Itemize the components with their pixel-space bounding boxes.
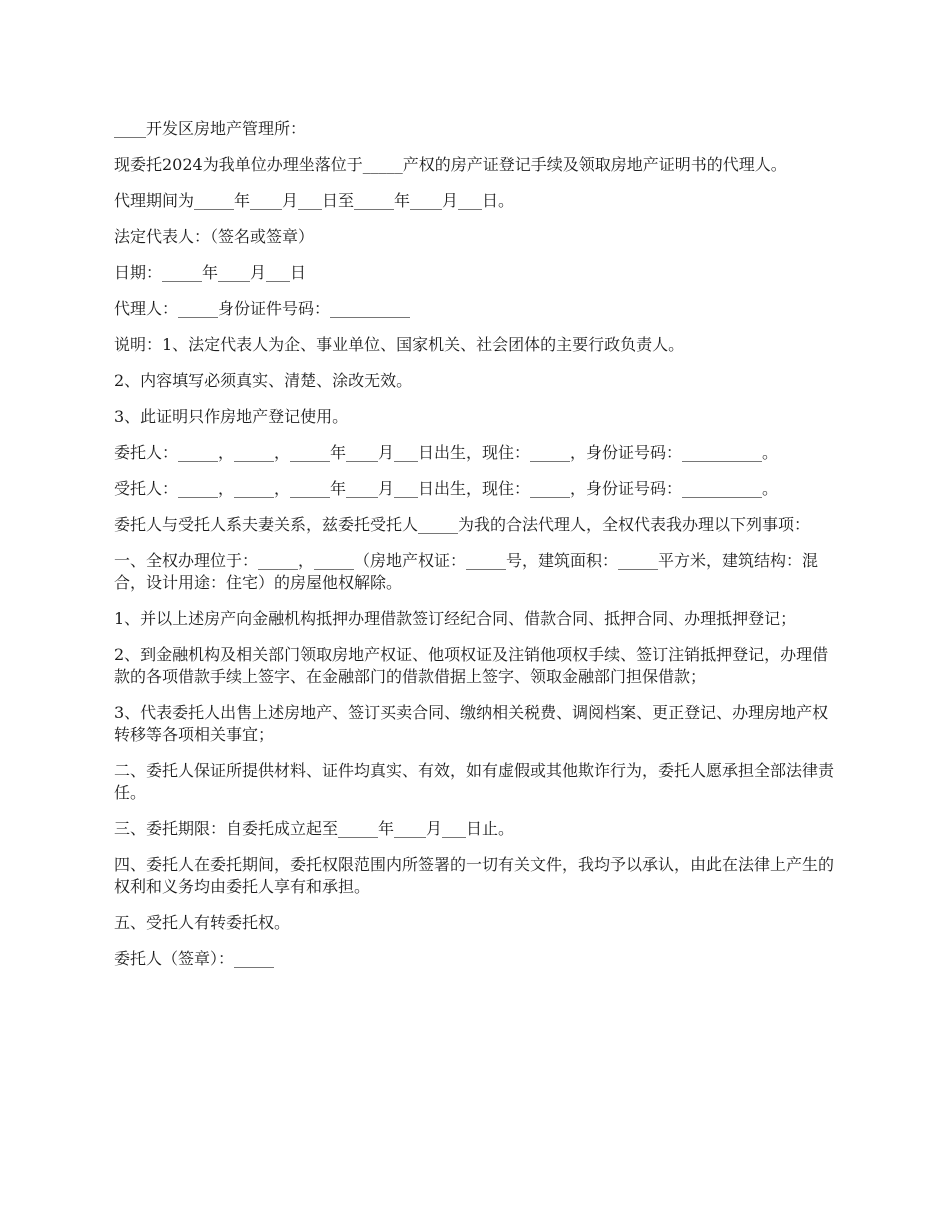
- principal-signature-line: 委托人（签章）：_____: [114, 949, 275, 968]
- legal-representative-line: 法定代表人：（签名或签章）: [114, 227, 315, 246]
- clause-3: 三、委托期限：自委托成立起至_____年____月___日止。: [114, 819, 515, 838]
- clause-4: 四、委托人在委托期间，委托权限范围内所签署的一切有关文件，我均予以承认，由此在法律上产生的权利和义务均由委托人享有和承担。: [114, 855, 835, 896]
- addressee-line: ____开发区房地产管理所：: [114, 119, 307, 138]
- relationship-statement: 委托人与受托人系夫妻关系，兹委托受托人_____为我的合法代理人，全权代表我办理以下列事项：: [114, 515, 811, 534]
- note-item-3: 3、此证明只作房地产登记使用。: [114, 407, 349, 426]
- clause-1-item-3: 3、代表委托人出售上述房地产、签订买卖合同、缴纳相关税费、调阅档案、更正登记、办理房地产权转移等各项相关事宜；: [114, 703, 829, 744]
- clause-2: 二、委托人保证所提供材料、证件均真实、有效，如有虚假或其他欺诈行为，委托人愿承担全部法律责任。: [114, 761, 835, 802]
- document-body: [114, 118, 844, 984]
- clause-1-item-1: 1、并以上述房产向金融机构抵押办理借款签订经纪合同、借款合同、抵押合同、办理抵押登记；: [114, 609, 797, 628]
- note-item-2: 2、内容填写必须真实、清楚、涂改无效。: [114, 371, 413, 390]
- agent-info: 受托人：_____，_____，_____年____月___日出生，现住：_____，身份证号码：__________。: [114, 479, 779, 498]
- note-item-1: 说明：1、法定代表人为企、事业单位、国家机关、社会团体的主要行政负责人。: [114, 335, 685, 354]
- agency-period: 代理期间为_____年____月___日至_____年____月___日。: [114, 191, 515, 210]
- commission-statement: 现委托2024为我单位办理坐落位于_____产权的房产证登记手续及领取房地产证明书的代理人。: [114, 155, 787, 174]
- clause-5: 五、受托人有转委托权。: [114, 913, 291, 932]
- date-line: 日期：_____年____月___日: [114, 263, 307, 282]
- clause-1-item-2: 2、到金融机构及相关部门领取房地产权证、他项权证及注销他项权手续、签订注销抵押登记，办理借款的各项借款手续上签字、在金融部门的借款借据上签字、领取金融部门担保借款；: [114, 645, 829, 686]
- agent-id-line: 代理人：_____身份证件号码：__________: [114, 299, 411, 318]
- principal-info: 委托人：_____，_____，_____年____月___日出生，现住：_____，身份证号码：__________。: [114, 443, 779, 462]
- clause-1: 一、全权办理位于：_____，_____（房地产权证：_____号，建筑面积：_____平方米，建筑结构：混合，设计用途：住宅）的房屋他权解除。: [114, 551, 819, 592]
